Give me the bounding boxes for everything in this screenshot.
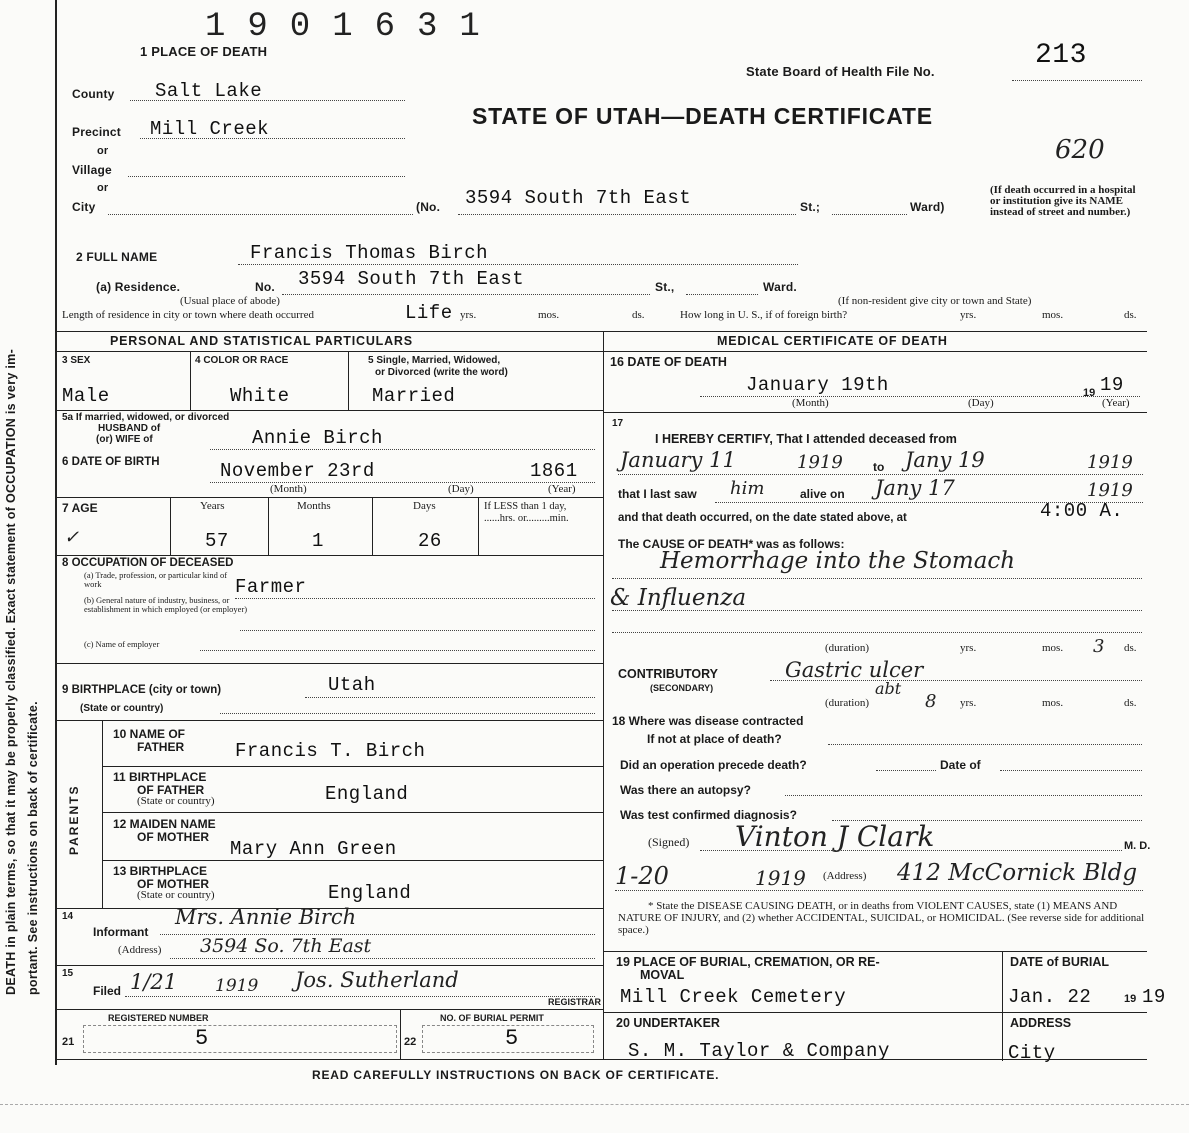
certify-text: I HEREBY CERTIFY, That I attended deceased from	[655, 432, 957, 446]
operation-label: Did an operation precede death?	[620, 758, 807, 772]
sex-label: 3 SEX	[62, 355, 91, 366]
us-mos: mos.	[1042, 309, 1064, 321]
q18-line-2: If not at place of death?	[647, 732, 782, 746]
spouse-label-3: (or) WIFE of	[96, 434, 153, 445]
alive-on-label: alive on	[800, 487, 845, 501]
age-less-label: If LESS than 1 day, ......hrs. or.........min.	[484, 501, 569, 524]
margin-note-line-2: portant. See instructions on back of certificate.	[26, 701, 40, 995]
filed-number: 15	[62, 968, 74, 979]
residence-no-label: No.	[255, 280, 275, 294]
registrar-signature: Jos. Sutherland	[295, 968, 459, 992]
burial-place-value: Mill Creek Cemetery	[620, 986, 847, 1008]
q18-line-1: 18 Where was disease contracted	[612, 714, 804, 728]
contributory-abt: abt	[875, 679, 902, 698]
father-bp-label-2: OF FATHER	[137, 783, 205, 797]
death-time: 4:00 A.	[1040, 500, 1124, 522]
father-bp-label-1: 11 BIRTHPLACE	[113, 770, 207, 784]
contrib-duration-yrs: yrs.	[960, 697, 977, 709]
mother-bp-value: England	[328, 882, 412, 904]
mother-label-1: 12 MAIDEN NAME	[113, 817, 216, 831]
registered-number-label: REGISTERED NUMBER	[108, 1013, 209, 1023]
autopsy-label: Was there an autopsy?	[620, 783, 751, 797]
county-label: County	[72, 87, 115, 101]
length-label: Length of residence in city or town where death occurred	[62, 309, 314, 321]
undertaker-value: S. M. Taylor & Company	[628, 1040, 890, 1062]
informant-address-label: (Address)	[118, 944, 162, 956]
spouse-value: Annie Birch	[252, 427, 383, 449]
note-620: 620	[1055, 135, 1105, 165]
father-value: Francis T. Birch	[235, 740, 426, 762]
hospital-note: (If death occurred in a hospital or institution give its NAME instead of street and number.)	[990, 184, 1136, 218]
street-st-label: St.;	[800, 200, 821, 214]
age-years-label: Years	[200, 500, 225, 512]
physician-signature: Vinton J Clark	[735, 820, 935, 853]
parents-label: PARENTS	[67, 784, 81, 855]
informant-address: 3594 So. 7th East	[200, 935, 372, 957]
death-occurred-label: and that death occurred, on the date stated above, at	[618, 512, 907, 524]
burial-permit-value: 5	[505, 1026, 519, 1051]
birthplace-value: Utah	[328, 674, 376, 696]
contrib-years-value: 8	[925, 691, 937, 712]
contrib-duration-ds: ds.	[1124, 697, 1137, 709]
length-mos: mos.	[538, 309, 560, 321]
nonresident-note: (If non-resident give city or town and State)	[838, 295, 1032, 307]
mother-bp-label-2: OF MOTHER	[137, 877, 209, 891]
burial-date-label: DATE of BURIAL	[1010, 955, 1110, 969]
to-label: to	[873, 460, 885, 474]
cause-duration: (duration)	[825, 642, 869, 654]
dod-day-caption: (Day)	[968, 397, 994, 409]
age-months-label: Months	[297, 500, 331, 512]
spouse-label-2: HUSBAND of	[98, 423, 161, 434]
dob-month-caption: (Month)	[270, 483, 307, 495]
cause-duration-ds: ds.	[1124, 642, 1137, 654]
cert-17-number: 17	[612, 418, 624, 429]
dod-year-caption: (Year)	[1102, 397, 1130, 409]
full-name-label: 2 FULL NAME	[76, 250, 158, 264]
reg-num-prefix: 21	[62, 1036, 75, 1048]
undertaker-label: 20 UNDERTAKER	[616, 1016, 720, 1030]
signed-label: (Signed)	[648, 835, 690, 849]
residence-st-label: St.,	[655, 280, 675, 294]
dod-year: 19	[1100, 374, 1124, 396]
medical-section-title: MEDICAL CERTIFICATE OF DEATH	[717, 334, 948, 348]
margin-note-line-1: DEATH in plain terms, so that it may be properly classified. Exact statement of OCCUPATION is very im-	[4, 348, 18, 995]
cause-duration-ds-value: 3	[1093, 636, 1105, 657]
dob-value: November 23rd	[220, 460, 375, 482]
certificate-number: 1901631	[205, 8, 502, 46]
last-saw-label: that I last saw	[618, 487, 697, 501]
cause-duration-mos: mos.	[1042, 642, 1064, 654]
sign-address: 412 McCornick Bldg	[897, 860, 1138, 886]
mother-value: Mary Ann Green	[230, 838, 397, 860]
md-label: M. D.	[1124, 840, 1151, 852]
father-bp-state: (State or country)	[137, 795, 215, 807]
attended-from: January 11	[620, 448, 736, 472]
undertaker-address-label: ADDRESS	[1010, 1016, 1072, 1030]
father-bp-value: England	[325, 783, 409, 805]
dod-label: 16 DATE OF DEATH	[610, 355, 727, 369]
full-name-value: Francis Thomas Birch	[250, 242, 489, 264]
registrar-label: REGISTRAR	[548, 997, 602, 1007]
sign-address-label: (Address)	[823, 870, 867, 882]
contrib-duration-mos: mos.	[1042, 697, 1064, 709]
dod-month-caption: (Month)	[792, 397, 829, 409]
precinct-label: Precinct	[72, 125, 121, 139]
occupation-c: (c) Name of employer	[84, 639, 160, 649]
marital-value: Married	[372, 385, 456, 407]
length-value: Life	[405, 302, 453, 324]
contrib-duration: (duration)	[825, 697, 869, 709]
street-value: 3594 South 7th East	[465, 187, 692, 209]
filed-year: 1919	[215, 976, 259, 996]
burial-year-suffix: 19	[1142, 986, 1166, 1008]
burial-date-value: Jan. 22	[1008, 986, 1092, 1008]
ward-label: Ward)	[910, 200, 945, 214]
burial-permit-label: NO. OF BURIAL PERMIT	[440, 1013, 544, 1023]
cause-label: The CAUSE OF DEATH* was as follows:	[618, 537, 845, 551]
race-value: White	[230, 385, 290, 407]
read-carefully: READ CAREFULLY INSTRUCTIONS ON BACK OF CERTIFICATE.	[312, 1068, 720, 1082]
place-of-death-label: 1 PLACE OF DEATH	[140, 44, 268, 59]
occupation-a: (a) Trade, profession, or particular kind of work	[84, 570, 228, 589]
spouse-label-1: 5a If married, widowed, or divorced	[62, 412, 230, 423]
mother-bp-label-1: 13 BIRTHPLACE	[113, 864, 208, 878]
mother-bp-state: (State or country)	[137, 889, 215, 901]
mother-label-2: OF MOTHER	[137, 830, 209, 844]
sex-value: Male	[62, 385, 110, 407]
informant-number: 14	[62, 911, 74, 922]
operation-date-label: Date of	[940, 758, 981, 772]
undertaker-address-value: City	[1008, 1042, 1056, 1064]
city-label: City	[72, 200, 96, 214]
informant-label: Informant	[93, 925, 149, 939]
age-mark: ✓	[64, 527, 80, 548]
residence-value: 3594 South 7th East	[298, 268, 525, 290]
cause-duration-yrs: yrs.	[960, 642, 977, 654]
county-value: Salt Lake	[155, 80, 263, 102]
age-label: 7 AGE	[62, 501, 98, 515]
dod-value: January 19th	[746, 374, 889, 396]
or-2: or	[97, 182, 109, 194]
father-label-2: FATHER	[137, 740, 185, 754]
file-no-label: State Board of Health File No.	[746, 64, 935, 79]
or-1: or	[97, 145, 109, 157]
personal-section-title: PERSONAL AND STATISTICAL PARTICULARS	[110, 334, 413, 348]
precinct-value: Mill Creek	[150, 118, 270, 140]
alive-on-year: 1919	[1087, 480, 1133, 501]
occupation-label: 8 OCCUPATION OF DECEASED	[62, 557, 234, 569]
attended-to-year: 1919	[1087, 452, 1133, 473]
secondary-label: (SECONDARY)	[650, 683, 714, 693]
sign-year: 1919	[755, 866, 806, 890]
how-long-us: How long in U. S., if of foreign birth?	[680, 309, 848, 321]
length-ds: ds.	[632, 309, 645, 321]
filed-label: Filed	[93, 984, 122, 998]
village-label: Village	[72, 163, 112, 177]
dob-year: 1861	[530, 460, 578, 482]
age-days-label: Days	[413, 500, 436, 512]
cause-line-1: Hemorrhage into the Stomach	[660, 548, 1016, 574]
informant-value: Mrs. Annie Birch	[175, 905, 357, 929]
cause-line-2: & Influenza	[610, 585, 747, 611]
father-label-1: 10 NAME OF	[113, 727, 186, 741]
burial-label-2: MOVAL	[640, 968, 685, 982]
age-days-value: 26	[418, 530, 442, 552]
street-no-label: (No.	[416, 200, 441, 214]
us-yrs: yrs.	[960, 309, 977, 321]
birthplace-label: 9 BIRTHPLACE (city or town)	[62, 684, 222, 696]
burial-year-prefix: 19	[1124, 993, 1137, 1005]
occupation-b: (b) General nature of industry, business, or establishment in which employed (or employer)	[84, 595, 248, 614]
registered-number-value: 5	[195, 1026, 209, 1051]
marital-label-1: 5 Single, Married, Widowed,	[368, 355, 501, 366]
usual-abode-note: (Usual place of abode)	[180, 295, 280, 307]
us-ds: ds.	[1124, 309, 1137, 321]
cause-footnote: * State the DISEASE CAUSING DEATH, or in deaths from VIOLENT CAUSES, state (1) MEANS AND NATURE OF INJURY, and (2) whether ACCIDENTAL, SUICIDAL, or HOMICIDAL. (See reverse side for additional space.)	[618, 900, 1145, 936]
dob-label: 6 DATE OF BIRTH	[62, 456, 160, 468]
last-saw-him: him	[730, 478, 765, 499]
certificate-title: STATE OF UTAH—DEATH CERTIFICATE	[472, 103, 933, 129]
dob-year-caption: (Year)	[548, 483, 576, 495]
dob-day-caption: (Day)	[448, 483, 474, 495]
permit-prefix: 22	[404, 1036, 417, 1048]
birthplace-state-label: (State or country)	[80, 703, 164, 714]
test-label: Was test confirmed diagnosis?	[620, 808, 797, 822]
residence-ward-label: Ward.	[763, 280, 797, 294]
sign-date: 1-20	[615, 862, 669, 890]
length-yrs: yrs.	[460, 309, 477, 321]
residence-label: (a) Residence.	[96, 280, 181, 294]
burial-label-1: 19 PLACE OF BURIAL, CREMATION, OR RE-	[616, 955, 880, 969]
race-label: 4 COLOR OR RACE	[195, 355, 289, 366]
filed-date: 1/21	[130, 970, 178, 994]
dod-year-prefix: 19	[1083, 387, 1096, 399]
file-no-value: 213	[1035, 40, 1087, 71]
contributory-label: CONTRIBUTORY	[618, 667, 718, 681]
attended-from-year: 1919	[797, 452, 843, 473]
registered-number-box	[83, 1025, 397, 1053]
age-years-value: 57	[205, 530, 229, 552]
occupation-value: Farmer	[235, 576, 307, 598]
marital-label-2: or Divorced (write the word)	[375, 367, 508, 378]
attended-to: Jany 19	[905, 448, 985, 472]
age-months-value: 1	[312, 530, 324, 552]
contributory-value: Gastric ulcer	[785, 658, 924, 682]
alive-on-date: Jany 17	[875, 476, 955, 500]
